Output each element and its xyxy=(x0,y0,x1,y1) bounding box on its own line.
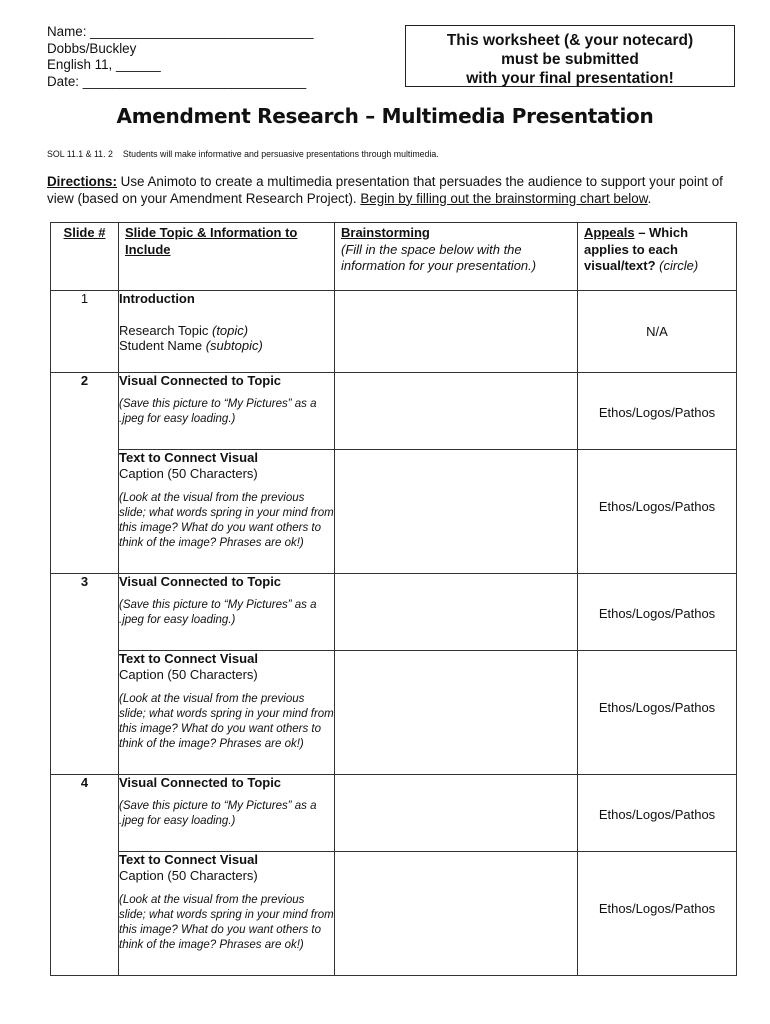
teacher-names: Dobbs/Buckley xyxy=(47,40,137,56)
appeal-choices[interactable]: Ethos/Logos/Pathos xyxy=(578,574,737,651)
directions-label: Directions: xyxy=(47,174,117,189)
slide-number: 3 xyxy=(51,574,119,775)
brainstorm-cell[interactable] xyxy=(335,852,578,976)
brainstorm-cell[interactable] xyxy=(335,373,578,450)
visual-topic xyxy=(119,775,335,852)
brainstorming-chart xyxy=(50,222,737,976)
header-row xyxy=(51,223,737,291)
slide-row-4-visual xyxy=(51,775,737,852)
text-topic xyxy=(119,651,335,775)
slide-row-3-text xyxy=(51,651,737,775)
name-line[interactable]: Name: ______________________________ xyxy=(47,24,314,39)
page-title: Amendment Research – Multimedia Presentation xyxy=(116,104,654,128)
topic-header-label: Slide Topic & Information to Include xyxy=(125,225,298,257)
slide-topic xyxy=(119,291,335,373)
col-topic xyxy=(119,223,335,291)
slide-number: 2 xyxy=(51,373,119,574)
brainstorm-cell[interactable] xyxy=(335,291,578,373)
brainstorm-cell[interactable] xyxy=(335,775,578,852)
directions xyxy=(47,174,747,207)
text-hint: (Look at the visual from the previous slide; what words spring in your mind from this image? What do you want others to think of the image? Phrases are ok!) xyxy=(119,492,334,549)
class-line[interactable]: English 11, ______ xyxy=(47,57,161,72)
brainstorm-header-hint: (Fill in the space below with the information for your presentation.) xyxy=(341,241,537,273)
directions-emphasis: Begin by filling out the brainstorming chart below xyxy=(360,190,648,206)
visual-topic xyxy=(119,373,335,450)
appeals-header-label: Appeals xyxy=(584,225,635,240)
slide-row-2-visual xyxy=(51,373,737,450)
brainstorm-header-label: Brainstorming xyxy=(341,225,430,240)
text-heading: Text to Connect Visual xyxy=(119,852,258,867)
slide-header-label: Slide # xyxy=(63,225,106,240)
appeal-cell: N/A xyxy=(578,291,737,373)
appeals-header-hint: (circle) xyxy=(659,258,699,273)
appeal-choices[interactable]: Ethos/Logos/Pathos xyxy=(578,450,737,574)
brainstorm-cell[interactable] xyxy=(335,574,578,651)
brainstorm-cell[interactable] xyxy=(335,651,578,775)
text-topic xyxy=(119,450,335,574)
col-brainstorming xyxy=(335,223,578,291)
appeal-choices[interactable]: Ethos/Logos/Pathos xyxy=(578,852,737,976)
slide-row-4-text xyxy=(51,852,737,976)
topic-line-hint: (topic) xyxy=(211,322,249,338)
visual-topic xyxy=(119,574,335,651)
topic-heading: Introduction xyxy=(119,291,195,306)
topic-line: Student Name xyxy=(119,338,206,353)
sol-text: Students will make informative and persuasive presentations through multimedia. xyxy=(122,149,439,159)
appeals-header-text: – Which applies to each visual/text? xyxy=(584,225,689,273)
text-topic xyxy=(119,852,335,976)
slide-number: 4 xyxy=(51,775,119,976)
date-line[interactable]: Date: ______________________________ xyxy=(47,73,307,89)
topic-line: Research Topic xyxy=(119,322,212,338)
directions-text: Use Animoto to create a multimedia presentation that persuades the audience to support your point of view (based on your Amendment Research Project). xyxy=(47,174,723,206)
visual-hint: (Save this picture to “My Pictures” as a .jpeg for easy loading.) xyxy=(119,598,317,626)
sol-standard xyxy=(47,149,439,159)
submission-notice xyxy=(405,25,735,87)
topic-line-hint: (subtopic) xyxy=(205,338,263,353)
brainstorm-cell[interactable] xyxy=(335,450,578,574)
text-heading: Text to Connect Visual xyxy=(119,651,258,666)
slide-row-3-visual xyxy=(51,574,737,651)
visual-hint: (Save this picture to “My Pictures” as a .jpeg for easy loading.) xyxy=(119,799,317,827)
notice-line-3: with your final presentation! xyxy=(466,70,674,87)
col-appeals xyxy=(578,223,737,291)
text-subheading: Caption (50 Characters) xyxy=(119,465,258,481)
directions-end: . xyxy=(647,190,652,206)
visual-heading: Visual Connected to Topic xyxy=(119,775,282,790)
appeal-choices[interactable]: Ethos/Logos/Pathos xyxy=(578,651,737,775)
student-info xyxy=(47,24,314,90)
appeal-choices[interactable]: Ethos/Logos/Pathos xyxy=(578,373,737,450)
text-heading: Text to Connect Visual xyxy=(119,450,258,465)
visual-heading: Visual Connected to Topic xyxy=(119,574,282,589)
notice-line-2: must be submitted xyxy=(501,51,639,68)
notice-line-1: This worksheet (& your notecard) xyxy=(446,32,694,49)
visual-hint: (Save this picture to “My Pictures” as a .jpeg for easy loading.) xyxy=(119,397,317,425)
appeal-choices[interactable]: Ethos/Logos/Pathos xyxy=(578,775,737,852)
visual-heading: Visual Connected to Topic xyxy=(119,373,282,388)
text-hint: (Look at the visual from the previous slide; what words spring in your mind from this image? What do you want others to think of the image? Phrases are ok!) xyxy=(119,693,334,750)
sol-code: SOL 11.1 & 11. 2 xyxy=(47,149,113,159)
slide-number: 1 xyxy=(51,291,119,373)
text-hint: (Look at the visual from the previous slide; what words spring in your mind from this image? What do you want others to think of the image? Phrases are ok!) xyxy=(119,894,334,951)
col-slide-number xyxy=(51,223,119,291)
text-subheading: Caption (50 Characters) xyxy=(119,666,258,682)
text-subheading: Caption (50 Characters) xyxy=(119,867,258,883)
slide-row-1 xyxy=(51,291,737,373)
slide-row-2-text xyxy=(51,450,737,574)
